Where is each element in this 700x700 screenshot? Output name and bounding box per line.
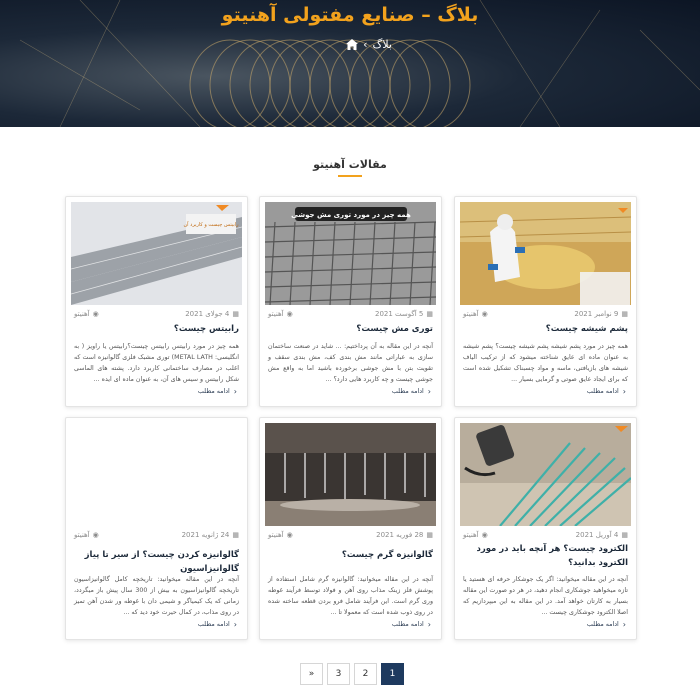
- article-meta: [74, 310, 239, 318]
- calendar-icon: ▦: [232, 531, 239, 539]
- breadcrumb-separator: ›: [363, 38, 368, 51]
- article-title[interactable]: پشم شیشه چیست؟: [545, 324, 628, 334]
- article-excerpt: همه چیز در مورد رابیتس رابیتس چیست؟رابیتس یا راویز ( به انگلیسی: METAL LATH) توری مشبک فلزی گالوانیزه است که اغلب در مصارف ساختمانی کاربرد دارد. پشته های الماسی شکل رابیتس و سیس های آن، به عنوان ماده ای ایده ...: [74, 343, 240, 383]
- article-title[interactable]: گالوانیزه کردن چیست؟ از سیر تا پیاز گالوانیزاسیون: [84, 550, 239, 574]
- section-title: مقالات آهنیتو: [313, 158, 387, 171]
- pagination-page-2[interactable]: 2: [354, 663, 377, 685]
- page-title: بلاگ – صنایع مفتولی آهنیتو: [221, 4, 479, 26]
- chevron-left-icon: ‹: [622, 387, 626, 396]
- article-thumbnail[interactable]: [265, 202, 436, 305]
- breadcrumb: [346, 38, 392, 51]
- article-thumbnail[interactable]: [460, 423, 631, 526]
- article-thumbnail[interactable]: [71, 202, 242, 305]
- article-meta: [74, 531, 239, 539]
- chevron-left-icon: ‹: [233, 620, 237, 629]
- welding-electrode-image: [460, 423, 631, 526]
- article-excerpt: آنچه در این مقاله میخوانید: تاریخچه کامل گالوانیزاسیون تاریخچه گالوانیزاسیون به بیش از 300 سال پیش باز میگردد، زمانی که یک کیمیاگر و شیمی دان با غوطه ور شدن آهن تمیز در روی مذاب، در کمال حیرت خود دید که ...: [74, 576, 239, 616]
- thumbnail-caption: همه چیز در مورد توری مش جوشی: [291, 211, 411, 219]
- article-title[interactable]: الکترود چیست؟ هر آنچه باید در مورد الکترود بدانید؟: [476, 544, 628, 568]
- chevron-left-icon: ‹: [233, 387, 237, 396]
- wire-mesh-image: [265, 202, 436, 305]
- thumbnail-caption: رابیتس چیست و کاربرد آن: [183, 222, 239, 228]
- article-thumbnail[interactable]: [265, 423, 436, 526]
- read-more-link[interactable]: ‹ ادامه مطلب: [586, 387, 626, 396]
- article-excerpt: آنچه در این مقاله میخوانید: گالوانیزه گرم شامل استفاده از پوشش فلز زینک مذاب روی آهن و فولاد توسط فرآیند غوطه وری گرم است. این فرآیند شامل فرو بردن قطعه ساخته شده در روی ذوب شده است که معمولا تا ...: [268, 576, 433, 616]
- article-card[interactable]: [454, 196, 637, 407]
- article-author: ◉ آهنیتو: [268, 531, 293, 539]
- article-date: ▦ 4 آوریل 2021: [575, 531, 628, 539]
- user-icon: ◉: [481, 531, 488, 539]
- calendar-icon: ▦: [621, 310, 628, 318]
- article-title[interactable]: گالوانیزه گرم چیست؟: [341, 550, 433, 560]
- article-meta: [268, 531, 433, 539]
- article-meta: [268, 310, 433, 318]
- article-author: ◉ آهنیتو: [74, 310, 99, 318]
- article-card[interactable]: [259, 196, 442, 407]
- read-more-link[interactable]: ‹ ادامه مطلب: [197, 387, 237, 396]
- article-card[interactable]: [65, 417, 248, 640]
- user-icon: ◉: [286, 310, 293, 318]
- pagination-page-3[interactable]: 3: [327, 663, 350, 685]
- read-more-link[interactable]: ‹ ادامه مطلب: [391, 387, 431, 396]
- pagination: [300, 663, 404, 685]
- calendar-icon: ▦: [621, 531, 628, 539]
- calendar-icon: ▦: [426, 531, 433, 539]
- article-author: ◉ آهنیتو: [463, 531, 488, 539]
- section-underline: [338, 175, 362, 177]
- user-icon: ◉: [92, 531, 99, 539]
- article-date: ▦ 9 نوامبر 2021: [574, 310, 628, 318]
- read-more-link[interactable]: ‹ ادامه مطلب: [197, 620, 237, 629]
- user-icon: ◉: [481, 310, 488, 318]
- home-icon[interactable]: [346, 39, 358, 50]
- article-title[interactable]: توری مش چیست؟: [356, 324, 433, 334]
- article-card[interactable]: [65, 196, 248, 407]
- glass-wool-image: [460, 202, 631, 305]
- article-author: ◉ آهنیتو: [463, 310, 488, 318]
- read-more-link[interactable]: ‹ ادامه مطلب: [391, 620, 431, 629]
- breadcrumb-current: بلاگ: [372, 38, 392, 51]
- user-icon: ◉: [286, 531, 293, 539]
- article-date: ▦ 28 فوریه 2021: [376, 531, 433, 539]
- chevron-left-icon: ‹: [427, 620, 431, 629]
- article-title[interactable]: رابیتس چیست؟: [173, 324, 239, 334]
- article-meta: [463, 531, 628, 539]
- article-excerpt: آنچه در این مقاله به آن پرداختیم: ... شاید در صنعت ساختمان سازی به عباراتی مانند مش بندی کف، مش بندی سقف و تقویت بتن با مش جوشی برخورده باشید اما به واقع مش جوشی چیست و چه کاربرد هایی دارد؟ ...: [268, 343, 433, 383]
- article-date: ▦ 4 جولای 2021: [185, 310, 239, 318]
- calendar-icon: ▦: [232, 310, 239, 318]
- article-card[interactable]: [454, 417, 637, 640]
- article-excerpt: آنچه در این مقاله میخوانید: اگر یک جوشکار حرفه ای هستید یا تازه میخواهید جوشکاری انجام دهید، در هر دو صورت این مقاله بسیار به کارتان خواهد آمد. در این مقاله به این میپردازیم که اصلا الکترود جوشکاری چیست ...: [463, 576, 628, 616]
- article-date: ▦ 24 ژانویه 2021: [181, 531, 239, 539]
- user-icon: ◉: [92, 310, 99, 318]
- article-author: ◉ آهنیتو: [268, 310, 293, 318]
- article-excerpt: همه چیز در مورد پشم شیشه پشم شیشه چیست؟ پشم شیشه به عنوان ماده ای عایق شناخته میشود که از ترکیب الیاف شیشه های بازیافتی، ماسه و مواد چسبناک تشکیل شده است که برای ایجاد عایق صوتی و گرمایی بسیار ...: [463, 343, 628, 383]
- calendar-icon: ▦: [426, 310, 433, 318]
- hero-banner: [0, 0, 700, 127]
- chevron-left-icon: ‹: [427, 387, 431, 396]
- read-more-link[interactable]: ‹ ادامه مطلب: [586, 620, 626, 629]
- hot-dip-galvanizing-image: [265, 423, 436, 526]
- article-date: ▦ 5 آگوست 2021: [374, 310, 433, 318]
- pagination-next[interactable]: »: [300, 663, 323, 685]
- chevron-left-icon: ‹: [622, 620, 626, 629]
- article-author: ◉ آهنیتو: [74, 531, 99, 539]
- article-thumbnail[interactable]: [71, 423, 242, 526]
- metal-lath-image: [71, 202, 242, 305]
- article-card[interactable]: [259, 417, 442, 640]
- pagination-page-1[interactable]: 1: [381, 663, 404, 685]
- article-meta: [463, 310, 628, 318]
- article-thumbnail[interactable]: [460, 202, 631, 305]
